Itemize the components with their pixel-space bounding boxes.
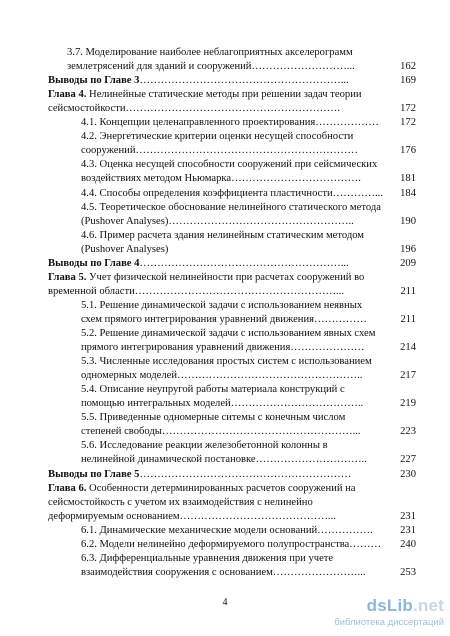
toc-page-number: 211 <box>400 313 416 325</box>
toc-entry-text: нелинейной динамической постановке………………………….. <box>81 454 367 466</box>
toc-line <box>0 102 450 116</box>
toc-entry-text: 4.4. Способы определения коэффициента пластичности…………... <box>81 187 383 199</box>
toc-line <box>0 383 450 397</box>
toc-entry-text: взаимодействия сооружения с основанием……………………... <box>81 566 366 578</box>
toc-line <box>0 355 450 369</box>
toc-line <box>0 201 450 215</box>
toc-line <box>0 130 450 144</box>
toc-line <box>0 327 450 341</box>
toc-entry-text: 5.3. Численные исследования простых систем с использованием <box>81 356 372 368</box>
toc-line <box>0 496 450 510</box>
toc-line <box>0 341 450 355</box>
toc-line <box>0 285 450 299</box>
toc-entry-text: 3.7. Моделирование наиболее неблагоприятных акселерограмм <box>67 47 353 58</box>
toc-entry-text: сейсмостойкости……………………………………………………. <box>48 103 341 115</box>
toc-page-number: 184 <box>400 187 416 199</box>
page-number: 4 <box>222 597 228 608</box>
toc-entry-text: 4.2. Энергетические критерии оценки несущей способности <box>81 131 354 143</box>
toc-page-number: 253 <box>400 566 416 578</box>
watermark-brand-main: dsLib <box>366 596 413 615</box>
toc-line <box>0 172 450 186</box>
toc-line <box>0 158 450 172</box>
toc-line <box>0 46 450 60</box>
toc-entry-text: (Pushover Analyses) <box>81 243 169 255</box>
toc-page-number: 231 <box>400 524 416 536</box>
toc-page-number: 196 <box>400 243 416 255</box>
toc-entry-text: 4.1. Концепции целенаправленного проектирования……………… <box>81 117 379 129</box>
toc-page-number: 217 <box>400 370 416 382</box>
toc-page-number: 172 <box>400 103 416 115</box>
toc-entry-text: Глава 4. Нелинейные статические методы при решении задач теории <box>48 89 362 101</box>
toc-page-number: 214 <box>400 342 416 354</box>
toc-entry-text: одномерных моделей…………………………………………….. <box>81 370 363 382</box>
toc-entry-text: Глава 6. Особенности детерминированных расчетов сооружений на <box>48 482 356 494</box>
toc-page-number: 162 <box>400 61 416 73</box>
toc-page-number: 172 <box>400 117 416 129</box>
toc-line <box>0 74 450 88</box>
toc-summary-label: Выводы по Главе 4 <box>48 257 140 269</box>
toc-entry-text: 6.1. Динамические механические модели оснований……………. <box>81 524 373 536</box>
toc-line <box>0 510 450 524</box>
toc-line <box>0 187 450 201</box>
toc-entry-text: схем прямого интегрирования уравнений движения…………… <box>81 313 367 325</box>
toc-line <box>0 257 450 271</box>
toc-page-number: 230 <box>400 468 416 480</box>
toc-entry-text: 6.3. Дифференциальные уравнения движения при учете <box>81 552 334 564</box>
toc-line <box>0 271 450 285</box>
watermark-logo <box>314 596 444 630</box>
toc-line <box>0 215 450 229</box>
toc-entry-text: Глава 5. Учет физической нелинейности при расчетах сооружений во <box>48 271 365 283</box>
toc-summary-label: Выводы по Главе 5 <box>48 468 140 480</box>
toc-line <box>0 552 450 566</box>
toc-entry-text: землетрясений для зданий и сооружений………………………... <box>67 61 355 73</box>
toc-chapter-label: Глава 5. <box>48 271 87 283</box>
toc-entry-text: помощью интегральных моделей……………………………….. <box>81 398 364 410</box>
toc-line <box>0 425 450 439</box>
toc-entry-text: временной области…………………………………………………... <box>48 285 344 297</box>
toc-line <box>0 60 450 74</box>
toc-page-number: 176 <box>400 145 416 157</box>
toc-line <box>0 299 450 313</box>
toc-entry-text: (Pushover Analyses)…………………………………………….. <box>81 215 354 227</box>
toc-line <box>0 116 450 130</box>
toc-line <box>0 468 450 482</box>
toc-entry-text: сейсмостойкость с учетом их взаимодействия с нелинейно <box>48 496 313 508</box>
toc-page-number: 209 <box>400 257 416 269</box>
toc-entry-text: 6.2. Модели нелинейно деформируемого полупространства……… <box>81 538 382 550</box>
toc-line <box>0 566 450 580</box>
toc-entry-text: сооружений……………………………………………………… <box>81 145 358 157</box>
toc-entry-text: 5.5. Приведенные одномерные ситемы с конечным числом <box>81 412 346 424</box>
toc-entry-text: Выводы по Главе 4…………………………………………………... <box>48 257 349 269</box>
toc-line <box>0 243 450 257</box>
toc-entry-text: 5.4. Описание неупругой работы материала конструкций с <box>81 384 345 396</box>
toc-line <box>0 144 450 158</box>
toc-entry-text: 5.2. Решение динамической задачи с использованием явных схем <box>81 328 376 339</box>
toc-line <box>0 369 450 383</box>
watermark-subtitle: библиотека диссертаций <box>334 617 444 628</box>
toc-page-number: 240 <box>400 538 416 550</box>
toc-line <box>0 411 450 425</box>
toc-entry-text: 4.5. Теоретическое обоснование нелинейного статического метода <box>81 201 381 213</box>
toc-entry-text: Выводы по Главе 3…………………………………………………... <box>48 75 349 87</box>
toc-line <box>0 453 450 467</box>
toc-chapter-label: Глава 6. <box>48 482 87 494</box>
toc-line <box>0 313 450 327</box>
toc-entry-text: Выводы по Главе 5…………………………………………………… <box>48 468 352 480</box>
toc-line <box>0 482 450 496</box>
toc-line <box>0 397 450 411</box>
toc-page-number: 190 <box>400 215 416 227</box>
toc-line <box>0 524 450 538</box>
toc-summary-label: Выводы по Главе 3 <box>48 75 140 87</box>
watermark-brand <box>367 596 444 616</box>
toc-entry-text: 5.6. Исследование реакции железобетонной колонны в <box>81 440 328 452</box>
watermark-brand-domain: .net <box>412 596 444 615</box>
toc-page-number: 231 <box>400 510 416 522</box>
toc-page-number: 181 <box>400 173 416 185</box>
toc-line <box>0 439 450 453</box>
toc-entry-text: 4.3. Оценка несущей способности сооружений при сейсмических <box>81 159 378 171</box>
toc-entry-text: степеней свободы………………………………………………... <box>81 426 361 438</box>
toc-entry-text: 5.1. Решение динамической задачи с использованием неявных <box>81 299 363 311</box>
toc-entry-text: 4.6. Пример расчета здания нелинейным статическим методом <box>81 229 365 241</box>
toc-entry-text: воздействиях методом Ньюмарка………………………………. <box>81 173 361 185</box>
toc-page-number: 169 <box>400 75 416 87</box>
toc-page-number: 223 <box>400 426 416 438</box>
toc-page-number: 227 <box>400 454 416 466</box>
toc-entry-text: деформируемым основанием……………………………………... <box>48 510 336 522</box>
toc-page-number: 211 <box>400 285 416 297</box>
toc-chapter-label: Глава 4. <box>48 89 87 101</box>
toc-page-number: 219 <box>400 398 416 410</box>
toc-line <box>0 88 450 102</box>
toc-line <box>0 229 450 243</box>
toc-entry-text: прямого интегрирования уравнений движения………………… <box>81 342 365 354</box>
toc-line <box>0 538 450 552</box>
